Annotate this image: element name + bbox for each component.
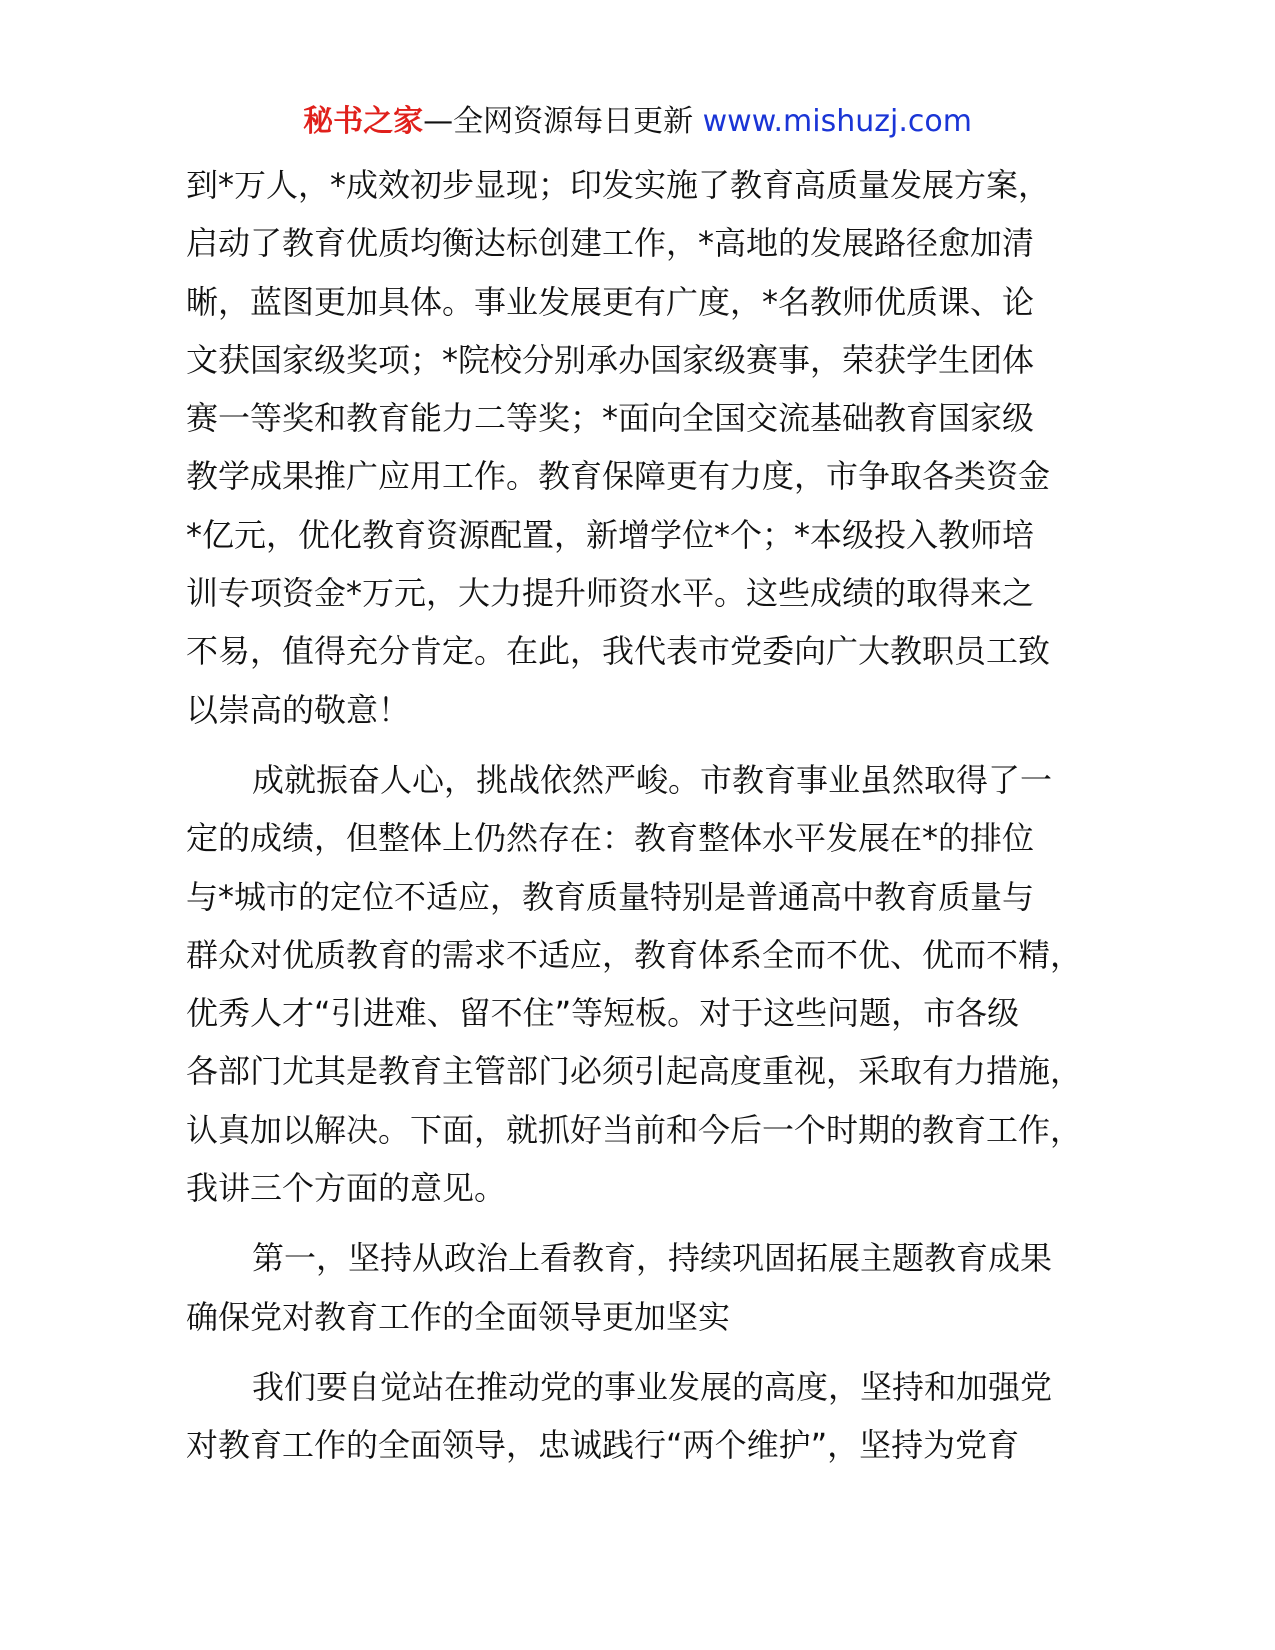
text-line: 我讲三个方面的意见。 xyxy=(186,1169,507,1208)
text-line: 赛一等奖和教育能力二等奖；*面向全国交流基础教育国家级 xyxy=(186,399,1035,438)
header-brand: 秘书之家 xyxy=(303,104,424,139)
text-line: 训专项资金*万元，大力提升师资水平。这些成绩的取得来之 xyxy=(186,574,1035,613)
header-url-link[interactable]: www.mishuzj.com xyxy=(702,104,972,139)
text-line: 到*万人，*成效初步显现；印发实施了教育高质量发展方案， xyxy=(186,166,1051,204)
paragraph-achievements xyxy=(186,156,1101,739)
text-line: 与*城市的定位不适应，教育质量特别是普通高中教育质量与 xyxy=(186,877,1035,916)
text-line: 定的成绩，但整体上仍然存在：教育整体水平发展在*的排位 xyxy=(186,819,1035,858)
text-line: 认真加以解决。下面，就抓好当前和今后一个时期的教育工作， xyxy=(186,1110,1083,1149)
page-header xyxy=(0,100,1275,144)
paragraph-challenges xyxy=(186,751,1101,1217)
section-heading-first xyxy=(186,1229,1101,1346)
document-body xyxy=(186,156,1101,1487)
text-line: 第一，坚持从政治上看教育，持续巩固拓展主题教育成果 xyxy=(252,1239,1053,1278)
header-tagline: —全网资源每日更新 xyxy=(423,104,703,139)
text-line: 对教育工作的全面领导，忠诚践行“两个维护”，坚持为党育 xyxy=(186,1426,1020,1465)
text-line: 群众对优质教育的需求不适应，教育体系全而不优、优而不精， xyxy=(186,935,1083,974)
text-line: 我们要自觉站在推动党的事业发展的高度，坚持和加强党 xyxy=(252,1367,1053,1406)
text-line: 各部门尤其是教育主管部门必须引起高度重视，采取有力措施， xyxy=(186,1052,1083,1091)
text-line: 教学成果推广应用工作。教育保障更有力度，市争取各类资金 xyxy=(186,457,1051,496)
text-line: 成就振奋人心，挑战依然严峻。市教育事业虽然取得了一 xyxy=(252,760,1053,799)
text-line: 文获国家级奖项；*院校分别承办国家级赛事，荣获学生团体 xyxy=(186,340,1035,379)
text-line: 以崇高的敬意！ xyxy=(186,690,411,729)
text-line: 优秀人才“引进难、留不住”等短板。对于这些问题，市各级 xyxy=(186,994,1020,1033)
text-line: 不易，值得充分肯定。在此，我代表市党委向广大教职员工致 xyxy=(186,632,1051,671)
text-line: 确保党对教育工作的全面领导更加坚实 xyxy=(186,1297,731,1336)
text-line: 晰，蓝图更加具体。事业发展更有广度，*名教师优质课、论 xyxy=(186,282,1035,321)
text-line: *亿元，优化教育资源配置，新增学位*个；*本级投入教师培 xyxy=(186,515,1035,554)
text-line: 启动了教育优质均衡达标创建工作，*高地的发展路径愈加清 xyxy=(186,224,1035,263)
paragraph-leadership xyxy=(186,1358,1101,1475)
